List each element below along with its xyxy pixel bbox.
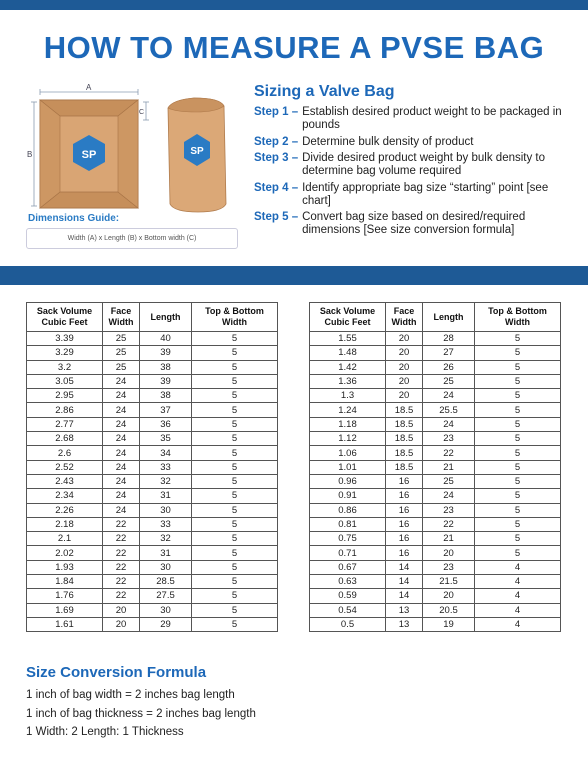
table-cell: 33	[140, 517, 192, 531]
table-cell: 20	[423, 546, 475, 560]
table-cell: 27.5	[140, 589, 192, 603]
table-cell: 25	[423, 474, 475, 488]
table-cell: 1.42	[310, 360, 386, 374]
table-cell: 4	[475, 575, 561, 589]
table-row	[27, 389, 278, 403]
step-2	[254, 136, 574, 149]
table-row	[27, 517, 278, 531]
table-cell: 4	[475, 603, 561, 617]
table-row	[310, 374, 561, 388]
table-cell: 20.5	[423, 603, 475, 617]
table-cell: 18.5	[386, 403, 423, 417]
table-cell: 5	[192, 546, 278, 560]
table-row	[27, 403, 278, 417]
table-cell: 18.5	[386, 432, 423, 446]
step-label: Step 5 –	[254, 211, 299, 224]
step-text: Determine bulk density of product	[302, 135, 474, 148]
header-sack-volume: Sack Volume Cubic Feet	[27, 303, 103, 332]
step-label: Step 4 –	[254, 181, 299, 194]
table-row	[310, 403, 561, 417]
table-row	[310, 517, 561, 531]
table-cell: 4	[475, 617, 561, 631]
table-row	[310, 332, 561, 346]
table-cell: 30	[140, 560, 192, 574]
table-cell: 5	[475, 346, 561, 360]
table-cell: 39	[140, 374, 192, 388]
table-row	[310, 346, 561, 360]
table-cell: 5	[475, 417, 561, 431]
table-row	[310, 560, 561, 574]
table-cell: 0.81	[310, 517, 386, 531]
table-cell: 14	[386, 560, 423, 574]
table-cell: 5	[192, 346, 278, 360]
header-sack-volume: Sack Volume Cubic Feet	[310, 303, 386, 332]
table-row	[310, 532, 561, 546]
table-cell: 1.01	[310, 460, 386, 474]
table-cell: 16	[386, 517, 423, 531]
table-cell: 20	[386, 332, 423, 346]
table-row	[310, 589, 561, 603]
header-face-width: Face Width	[103, 303, 140, 332]
size-table-left	[26, 302, 278, 632]
table-row	[27, 332, 278, 346]
table-cell: 22	[103, 575, 140, 589]
table-row	[27, 460, 278, 474]
table-cell: 31	[140, 489, 192, 503]
header-top-bottom-width: Top & Bottom Width	[192, 303, 278, 332]
table-cell: 5	[192, 575, 278, 589]
table-row	[27, 374, 278, 388]
table-cell: 25	[103, 346, 140, 360]
table-cell: 21.5	[423, 575, 475, 589]
table-cell: 22	[103, 532, 140, 546]
table-cell: 5	[475, 360, 561, 374]
table-cell: 2.18	[27, 517, 103, 531]
table-cell: 38	[140, 360, 192, 374]
table-cell: 5	[192, 560, 278, 574]
dimensions-formula: Width (A) x Length (B) x Bottom width (C)	[26, 228, 238, 249]
table-cell: 34	[140, 446, 192, 460]
table-cell: 16	[386, 503, 423, 517]
table-cell: 32	[140, 532, 192, 546]
header-length: Length	[423, 303, 475, 332]
table-cell: 24	[103, 403, 140, 417]
table-cell: 25.5	[423, 403, 475, 417]
table-cell: 24	[103, 417, 140, 431]
table-cell: 2.68	[27, 432, 103, 446]
table-cell: 5	[192, 446, 278, 460]
top-accent-bar	[0, 0, 588, 10]
table-cell: 24	[423, 389, 475, 403]
table-cell: 25	[103, 332, 140, 346]
table-cell: 5	[192, 432, 278, 446]
table-cell: 13	[386, 603, 423, 617]
table-cell: 37	[140, 403, 192, 417]
table-cell: 27	[423, 346, 475, 360]
table-row	[310, 417, 561, 431]
table-cell: 1.93	[27, 560, 103, 574]
table-row	[310, 460, 561, 474]
table-row	[310, 389, 561, 403]
table-cell: 35	[140, 432, 192, 446]
dimension-label-c: C	[139, 109, 145, 116]
table-row	[27, 617, 278, 631]
table-cell: 22	[103, 546, 140, 560]
table-cell: 1.48	[310, 346, 386, 360]
table-cell: 5	[192, 503, 278, 517]
step-text: Divide desired product weight by bulk density to determine bag volume required	[302, 151, 546, 178]
bag-illustration	[26, 82, 242, 214]
table-row	[310, 446, 561, 460]
table-cell: 5	[475, 389, 561, 403]
table-row	[27, 474, 278, 488]
table-cell: 5	[192, 417, 278, 431]
table-cell: 36	[140, 417, 192, 431]
table-row	[310, 474, 561, 488]
table-cell: 1.3	[310, 389, 386, 403]
table-cell: 14	[386, 589, 423, 603]
table-row	[27, 575, 278, 589]
table-cell: 5	[475, 332, 561, 346]
table-cell: 5	[475, 489, 561, 503]
table-cell: 30	[140, 503, 192, 517]
table-cell: 5	[475, 517, 561, 531]
table-cell: 5	[192, 589, 278, 603]
step-text: Convert bag size based on desired/required dimensions [See size conversion formula]	[302, 211, 526, 237]
table-cell: 22	[103, 517, 140, 531]
table-cell: 1.61	[27, 617, 103, 631]
step-label: Step 2 –	[254, 135, 299, 148]
table-cell: 28.5	[140, 575, 192, 589]
table-cell: 5	[475, 432, 561, 446]
table-cell: 23	[423, 560, 475, 574]
table-cell: 20	[103, 617, 140, 631]
table-cell: 26	[423, 360, 475, 374]
table-cell: 18.5	[386, 446, 423, 460]
table-cell: 22	[423, 446, 475, 460]
table-cell: 20	[423, 589, 475, 603]
sizing-steps	[254, 106, 574, 241]
table-cell: 0.71	[310, 546, 386, 560]
table-cell: 40	[140, 332, 192, 346]
dimensions-guide-label: Dimensions Guide:	[28, 213, 120, 224]
table-cell: 5	[192, 517, 278, 531]
table-row	[27, 560, 278, 574]
table-cell: 5	[475, 474, 561, 488]
header-length: Length	[140, 303, 192, 332]
table-row	[27, 589, 278, 603]
table-cell: 0.86	[310, 503, 386, 517]
table-cell: 0.75	[310, 532, 386, 546]
table-cell: 1.76	[27, 589, 103, 603]
table-cell: 24	[103, 460, 140, 474]
table-cell: 5	[475, 546, 561, 560]
table-cell: 5	[475, 374, 561, 388]
table-cell: 20	[103, 603, 140, 617]
step-5	[254, 211, 574, 237]
table-cell: 2.86	[27, 403, 103, 417]
table-cell: 32	[140, 474, 192, 488]
table-row	[27, 432, 278, 446]
table-cell: 25	[103, 360, 140, 374]
table-row	[310, 617, 561, 631]
header-top-bottom-width: Top & Bottom Width	[475, 303, 561, 332]
table-row	[310, 603, 561, 617]
table-cell: 5	[192, 389, 278, 403]
table-cell: 0.96	[310, 474, 386, 488]
table-cell: 0.54	[310, 603, 386, 617]
table-cell: 13	[386, 617, 423, 631]
table-row	[310, 489, 561, 503]
table-cell: 0.63	[310, 575, 386, 589]
table-cell: 18.5	[386, 417, 423, 431]
table-row	[27, 532, 278, 546]
table-cell: 24	[103, 374, 140, 388]
table-cell: 5	[192, 460, 278, 474]
svg-text:SP: SP	[190, 146, 204, 157]
conversion-line: 1 Width: 2 Length: 1 Thickness	[26, 726, 184, 738]
table-cell: 2.34	[27, 489, 103, 503]
table-cell: 3.29	[27, 346, 103, 360]
table-cell: 30	[140, 603, 192, 617]
table-cell: 1.84	[27, 575, 103, 589]
table-cell: 1.24	[310, 403, 386, 417]
table-header-row	[27, 303, 278, 332]
table-cell: 2.43	[27, 474, 103, 488]
table-cell: 20	[386, 389, 423, 403]
table-row	[310, 546, 561, 560]
table-cell: 3.2	[27, 360, 103, 374]
table-cell: 5	[192, 617, 278, 631]
table-cell: 5	[192, 489, 278, 503]
table-cell: 1.55	[310, 332, 386, 346]
table-cell: 20	[386, 374, 423, 388]
table-cell: 19	[423, 617, 475, 631]
table-cell: 1.06	[310, 446, 386, 460]
table-cell: 5	[475, 446, 561, 460]
table-cell: 5	[192, 474, 278, 488]
dimension-label-b: B	[27, 150, 33, 159]
step-3	[254, 152, 574, 178]
table-cell: 24	[103, 432, 140, 446]
table-cell: 5	[475, 503, 561, 517]
table-cell: 31	[140, 546, 192, 560]
page-title: HOW TO MEASURE A PVSE BAG	[43, 30, 545, 65]
table-cell: 38	[140, 389, 192, 403]
table-cell: 4	[475, 560, 561, 574]
table-cell: 24	[103, 489, 140, 503]
table-cell: 0.67	[310, 560, 386, 574]
table-row	[27, 346, 278, 360]
table-cell: 2.02	[27, 546, 103, 560]
table-cell: 1.12	[310, 432, 386, 446]
table-cell: 5	[192, 360, 278, 374]
table-cell: 24	[103, 389, 140, 403]
table-cell: 16	[386, 474, 423, 488]
section-divider-band	[0, 266, 588, 285]
conversion-title: Size Conversion Formula	[26, 664, 207, 681]
table-cell: 21	[423, 532, 475, 546]
sizing-title: Sizing a Valve Bag	[254, 83, 395, 100]
table-row	[27, 360, 278, 374]
table-cell: 5	[475, 403, 561, 417]
table-cell: 5	[192, 374, 278, 388]
table-cell: 2.52	[27, 460, 103, 474]
step-label: Step 1 –	[254, 106, 299, 118]
table-cell: 14	[386, 575, 423, 589]
table-row	[310, 503, 561, 517]
header-face-width: Face Width	[386, 303, 423, 332]
bag-3d-view	[168, 98, 226, 212]
size-table-right	[309, 302, 561, 632]
table-cell: 25	[423, 374, 475, 388]
table-header-row	[310, 303, 561, 332]
table-cell: 24	[103, 446, 140, 460]
table-cell: 3.39	[27, 332, 103, 346]
table-cell: 33	[140, 460, 192, 474]
table-cell: 24	[423, 489, 475, 503]
conversion-lines	[26, 686, 256, 742]
table-cell: 1.18	[310, 417, 386, 431]
table-cell: 24	[423, 417, 475, 431]
table-cell: 2.26	[27, 503, 103, 517]
table-cell: 16	[386, 532, 423, 546]
table-cell: 1.69	[27, 603, 103, 617]
conversion-line: 1 inch of bag thickness = 2 inches bag length	[26, 707, 256, 720]
svg-text:SP: SP	[81, 149, 97, 161]
table-row	[27, 603, 278, 617]
table-cell: 16	[386, 546, 423, 560]
table-row	[310, 575, 561, 589]
table-cell: 2.77	[27, 417, 103, 431]
table-cell: 20	[386, 346, 423, 360]
table-cell: 23	[423, 432, 475, 446]
table-cell: 22	[103, 560, 140, 574]
table-cell: 22	[103, 589, 140, 603]
table-cell: 28	[423, 332, 475, 346]
table-cell: 2.1	[27, 532, 103, 546]
table-cell: 16	[386, 489, 423, 503]
table-row	[27, 503, 278, 517]
table-cell: 24	[103, 503, 140, 517]
table-cell: 29	[140, 617, 192, 631]
table-cell: 21	[423, 460, 475, 474]
table-cell: 5	[475, 460, 561, 474]
step-1	[254, 106, 574, 132]
table-row	[27, 417, 278, 431]
table-cell: 5	[192, 332, 278, 346]
table-cell: 20	[386, 360, 423, 374]
table-cell: 22	[423, 517, 475, 531]
step-label: Step 3 –	[254, 151, 299, 164]
table-cell: 4	[475, 589, 561, 603]
table-cell: 0.91	[310, 489, 386, 503]
dimension-label-a: A	[86, 83, 92, 92]
table-cell: 0.5	[310, 617, 386, 631]
table-row	[310, 360, 561, 374]
table-cell: 24	[103, 474, 140, 488]
table-cell: 5	[192, 603, 278, 617]
table-cell: 39	[140, 346, 192, 360]
table-row	[27, 546, 278, 560]
table-cell: 5	[192, 403, 278, 417]
conversion-line: 1 inch of bag width = 2 inches bag length	[26, 689, 235, 701]
table-cell: 2.6	[27, 446, 103, 460]
table-row	[27, 446, 278, 460]
bag-front-view	[40, 100, 138, 208]
table-cell: 18.5	[386, 460, 423, 474]
table-row	[27, 489, 278, 503]
step-text: Identify appropriate bag size “starting” point [see chart]	[302, 181, 549, 207]
table-cell: 2.95	[27, 389, 103, 403]
table-cell: 5	[475, 532, 561, 546]
table-cell: 1.36	[310, 374, 386, 388]
table-row	[310, 432, 561, 446]
step-text: Establish desired product weight to be packaged in pounds	[302, 106, 562, 132]
table-cell: 23	[423, 503, 475, 517]
table-cell: 5	[192, 532, 278, 546]
table-cell: 3.05	[27, 374, 103, 388]
step-4	[254, 182, 574, 208]
table-cell: 0.59	[310, 589, 386, 603]
